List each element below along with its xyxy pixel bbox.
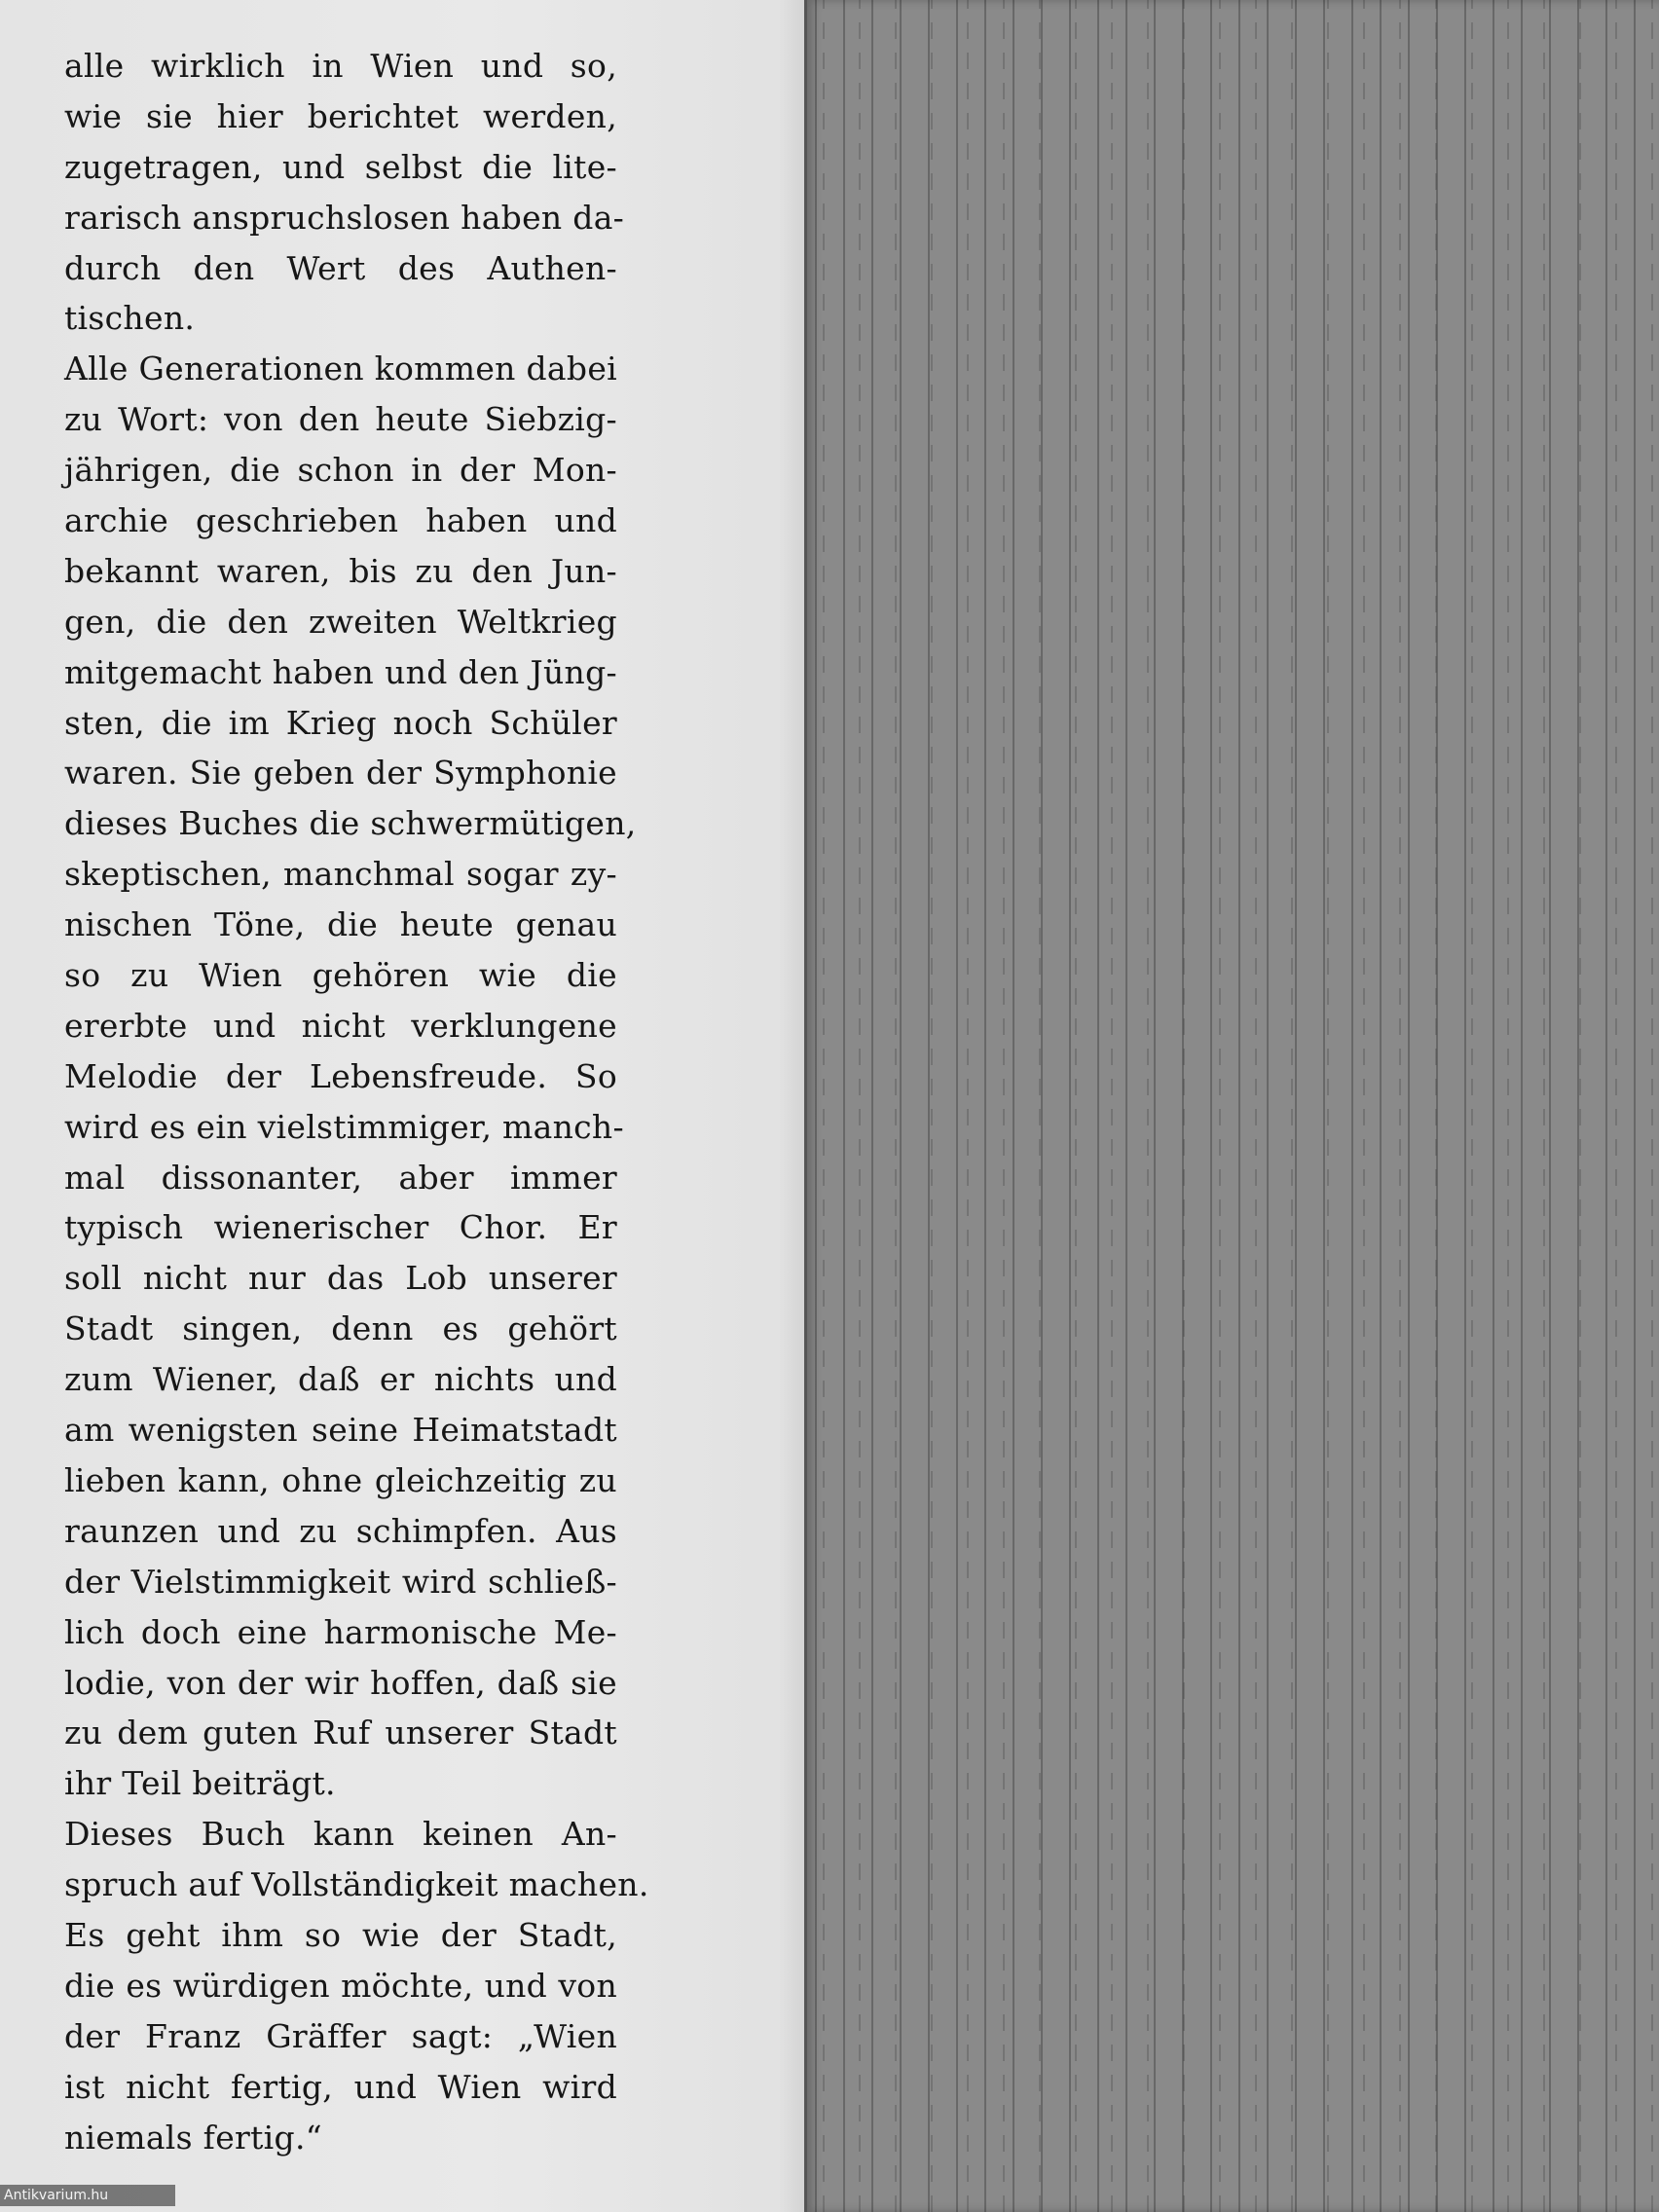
text-line: Stadt singen, denn es gehört bbox=[64, 1309, 617, 1348]
text-line: spruch auf Vollständigkeit machen. bbox=[64, 1865, 649, 1904]
text-line: wird es ein vielstimmiger, manch- bbox=[64, 1107, 624, 1146]
text-line: ihr Teil beiträgt. bbox=[64, 1764, 336, 1803]
text-line: dieses Buches die schwermütigen, bbox=[64, 804, 637, 843]
text-line: zugetragen, und selbst die lite- bbox=[64, 147, 617, 186]
text-line: alle wirklich in Wien und so, bbox=[64, 47, 617, 85]
text-line: durch den Wert des Authen- bbox=[64, 248, 617, 287]
text-line: niemals fertig.“ bbox=[64, 2118, 322, 2157]
text-line: waren. Sie geben der Symphonie bbox=[64, 754, 617, 793]
text-line: zu Wort: von den heute Siebzig- bbox=[64, 400, 617, 439]
text-line: skeptischen, manchmal sogar zy- bbox=[64, 855, 617, 894]
text-line: am wenigsten seine Heimatstadt bbox=[64, 1411, 617, 1450]
text-line: lieben kann, ohne gleichzeitig zu bbox=[64, 1460, 617, 1499]
text-line: gen, die den zweiten Weltkrieg bbox=[64, 602, 617, 641]
text-line: sten, die im Krieg noch Schüler bbox=[64, 703, 617, 742]
text-line: Es geht ihm so wie der Stadt, bbox=[64, 1915, 617, 1954]
text-line: lodie, von der wir hoffen, daß sie bbox=[64, 1663, 617, 1702]
text-line: archie geschrieben haben und bbox=[64, 501, 617, 540]
cover-board-texture bbox=[804, 0, 1659, 2212]
text-line: mal dissonanter, aber immer bbox=[64, 1158, 617, 1197]
text-line: wie sie hier berichtet werden, bbox=[64, 96, 617, 135]
body-text-column bbox=[64, 41, 649, 2162]
text-line: Dieses Buch kann keinen An- bbox=[64, 1815, 617, 1854]
text-line: raunzen und zu schimpfen. Aus bbox=[64, 1511, 617, 1550]
text-line: ererbte und nicht verklungene bbox=[64, 1006, 617, 1045]
text-line: mitgemacht haben und den Jüng- bbox=[64, 652, 617, 691]
text-line: zu dem guten Ruf unserer Stadt bbox=[64, 1714, 617, 1752]
text-line: tischen. bbox=[64, 299, 196, 338]
watermark: Antikvarium.hu bbox=[0, 2185, 175, 2206]
text-line: soll nicht nur das Lob unserer bbox=[64, 1259, 617, 1298]
text-line: die es würdigen möchte, und von bbox=[64, 1966, 617, 2005]
text-line: der Vielstimmigkeit wird schließ- bbox=[64, 1562, 617, 1601]
text-line: so zu Wien gehören wie die bbox=[64, 956, 617, 995]
text-line: Alle Generationen kommen dabei bbox=[64, 350, 618, 388]
text-line: ist nicht fertig, und Wien wird bbox=[64, 2067, 617, 2106]
text-line: zum Wiener, daß er nichts und bbox=[64, 1360, 617, 1399]
text-line: bekannt waren, bis zu den Jun- bbox=[64, 551, 617, 590]
book-page bbox=[0, 0, 804, 2212]
text-line: typisch wienerischer Chor. Er bbox=[64, 1208, 617, 1247]
text-line: der Franz Gräffer sagt: „Wien bbox=[64, 2016, 617, 2055]
page-gutter-shadow bbox=[779, 0, 804, 2212]
text-line: lich doch eine harmonische Me- bbox=[64, 1612, 617, 1651]
text-line: Melodie der Lebensfreude. So bbox=[64, 1056, 617, 1095]
text-line: rarisch anspruchslosen haben da- bbox=[64, 198, 625, 237]
text-line: jährigen, die schon in der Mon- bbox=[64, 451, 617, 490]
cover-edge bbox=[804, 0, 807, 2212]
text-line: nischen Töne, die heute genau bbox=[64, 905, 617, 944]
